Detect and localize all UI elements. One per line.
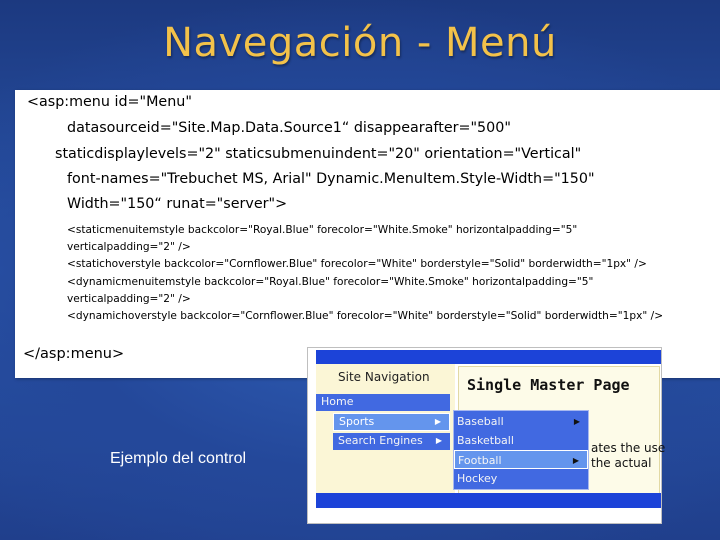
- code-line: Width="150“ runat="server">: [67, 196, 288, 212]
- arrow-right-icon: ▶: [434, 417, 441, 426]
- submenu-item-label: Football: [458, 454, 502, 467]
- submenu-item-basketball[interactable]: [454, 431, 588, 450]
- code-line: <statichoverstyle backcolor="Cornflower.Blue" forecolor="White" borderstyle="Solid" borderwidth="1px" />: [67, 258, 647, 270]
- submenu-item-football[interactable]: [454, 450, 588, 469]
- master-page-title: Single Master Page: [467, 376, 630, 394]
- code-line: datasourceid="Site.Map.Data.Source1“ disappearafter="500": [67, 120, 511, 136]
- code-line: font-names="Trebuchet MS, Arial" Dynamic.MenuItem.Style-Width="150": [67, 171, 595, 187]
- arrow-right-icon: ▶: [435, 436, 442, 445]
- content-text: the actual: [591, 456, 652, 470]
- menu-item-search-engines[interactable]: [333, 433, 450, 450]
- site-navigation-label: Site Navigation: [338, 370, 430, 384]
- menu-item-sports[interactable]: [333, 413, 450, 431]
- submenu-item-hockey[interactable]: [454, 469, 588, 488]
- submenu-item-label: Baseball: [457, 415, 504, 428]
- menu-item-label: Home: [321, 395, 354, 408]
- code-line: <asp:menu id="Menu": [27, 94, 192, 110]
- header-banner: [316, 350, 661, 364]
- content-text: ates the use: [591, 441, 666, 455]
- slide-title: Navegación - Menú: [163, 20, 557, 66]
- code-line: <staticmenuitemstyle backcolor="Royal.Blue" forecolor="White.Smoke" horizontalpadding="5" verticalpadding="2" />: [67, 224, 578, 253]
- arrow-right-icon: ▶: [573, 417, 580, 426]
- code-line: <dynamicmenuitemstyle backcolor="Royal.Blue" forecolor="White.Smoke" horizontalpadding="5" verticalpadding="2" />: [67, 276, 594, 305]
- submenu-item-label: Hockey: [457, 472, 498, 485]
- arrow-right-icon: ▶: [572, 456, 579, 465]
- code-line: <dynamichoverstyle backcolor="Cornflower.Blue" forecolor="White" borderstyle="Solid" borderwidth="1px" />: [67, 310, 664, 322]
- submenu-item-label: Basketball: [457, 434, 514, 447]
- footer-banner: [316, 493, 661, 508]
- menu-item-home[interactable]: [316, 394, 450, 411]
- submenu-item-baseball[interactable]: [454, 412, 588, 431]
- code-line: staticdisplaylevels="2" staticsubmenuindent="20" orientation="Vertical": [55, 146, 582, 162]
- menu-item-label: Search Engines: [338, 434, 423, 447]
- code-line: </asp:menu>: [23, 346, 125, 362]
- code-sample-box: [15, 90, 720, 378]
- example-caption: Ejemplo del control: [110, 450, 247, 467]
- menu-item-label: Sports: [339, 415, 375, 428]
- sports-submenu: [453, 410, 589, 490]
